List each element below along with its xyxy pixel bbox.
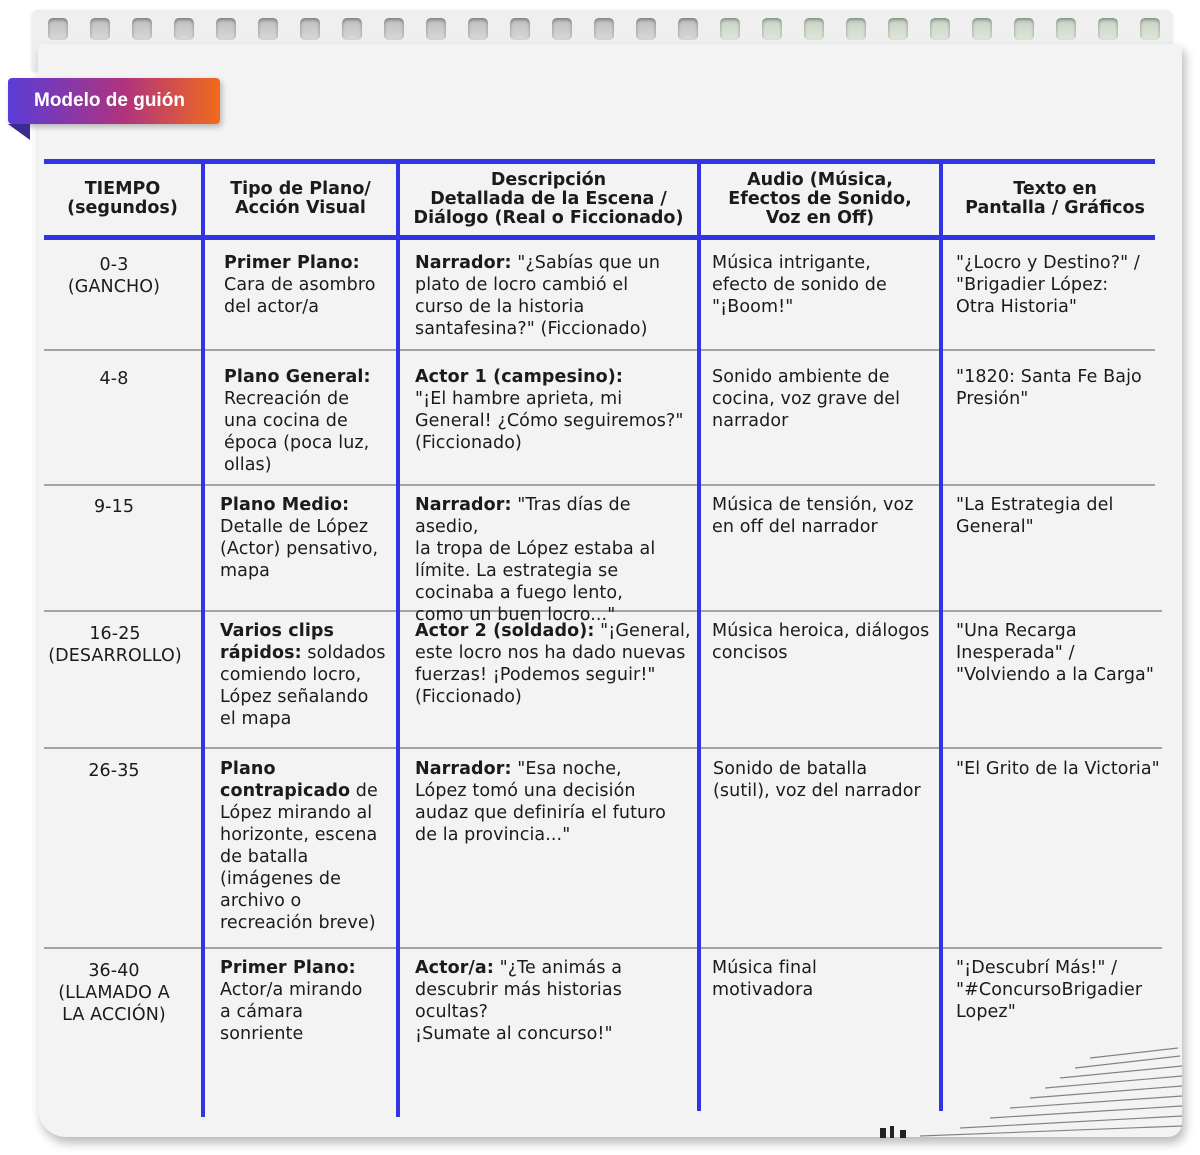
shot-cell bbox=[224, 252, 396, 318]
spiral-hole bbox=[888, 18, 908, 40]
spiral-hole bbox=[132, 18, 152, 40]
spiral-hole bbox=[1056, 18, 1076, 40]
spiral-hole bbox=[972, 18, 992, 40]
header-audio: Audio (Música, Efectos de Sonido, Voz en Off) bbox=[728, 169, 912, 228]
time-cell: 0-3 (GANCHO) bbox=[67, 255, 161, 297]
spiral-hole bbox=[804, 18, 824, 40]
spiral-hole bbox=[90, 18, 110, 40]
spiral-hole bbox=[1098, 18, 1118, 40]
shot-detail: de López mirando al horizonte, escena de batalla (imágenes de archivo o recreación breve) bbox=[220, 781, 378, 933]
spiral-hole bbox=[174, 18, 194, 40]
spiral-hole bbox=[930, 18, 950, 40]
time-cell: 26-35 bbox=[88, 761, 140, 781]
shot-title: Plano Medio: bbox=[220, 495, 350, 515]
shot-cell bbox=[224, 366, 396, 476]
shot-detail: Detalle de López (Actor) pensativo, mapa bbox=[220, 517, 379, 581]
header-time: TIEMPO (segundos) bbox=[67, 179, 178, 218]
shot-title: Primer Plano: bbox=[224, 253, 360, 273]
time-cell: 36-40 (LLAMADO A LA ACCIÓN) bbox=[58, 961, 170, 1025]
spiral-hole bbox=[342, 18, 362, 40]
row-divider bbox=[44, 484, 1155, 486]
script-model-badge: Modelo de guión bbox=[8, 78, 220, 124]
screen-text-cell: "La Estrategia del General" bbox=[956, 495, 1114, 537]
screen-text-cell: "1820: Santa Fe Bajo Presión" bbox=[956, 367, 1142, 409]
spiral-hole bbox=[594, 18, 614, 40]
spiral-hole bbox=[468, 18, 488, 40]
description-cell bbox=[415, 620, 697, 708]
time-cell: 4-8 bbox=[99, 369, 129, 389]
screen-text-cell: "El Grito de la Victoria" bbox=[956, 759, 1160, 779]
audio-cell: Música heroica, diálogos concisos bbox=[712, 621, 930, 663]
shot-title: Plano General: bbox=[224, 367, 371, 387]
dialogue: "¿Sabías que un plato de locro cambió el curso de la historia santafesina?" (Ficcionado) bbox=[415, 253, 661, 339]
description-cell bbox=[415, 957, 697, 1045]
spiral-hole bbox=[300, 18, 320, 40]
description-cell bbox=[415, 494, 697, 626]
spiral-hole bbox=[1014, 18, 1034, 40]
dialogue: "Esa noche, López tomó una decisión audaz que definiría el futuro de la provincia..." bbox=[415, 759, 666, 845]
spiral-hole bbox=[384, 18, 404, 40]
newspaper-scrap-decoration bbox=[860, 1040, 1190, 1140]
spiral-hole bbox=[426, 18, 446, 40]
shot-detail: soldados comiendo locro, López señalando el mapa bbox=[220, 643, 386, 729]
spiral-hole bbox=[552, 18, 572, 40]
audio-cell: Sonido de batalla (sutil), voz del narrador bbox=[713, 759, 921, 801]
speaker: Actor/a: bbox=[415, 958, 494, 978]
shot-detail: Actor/a mirando a cámara sonriente bbox=[220, 980, 363, 1044]
spiral-hole bbox=[510, 18, 530, 40]
speaker: Narrador: bbox=[415, 253, 512, 273]
column-divider bbox=[939, 159, 943, 1111]
screen-text-cell: "Una Recarga Inesperada" / "Volviendo a la Carga" bbox=[956, 621, 1155, 685]
column-divider bbox=[697, 159, 701, 1111]
audio-cell: Música de tensión, voz en off del narrador bbox=[712, 495, 914, 537]
header-shot-type: Tipo de Plano/ Acción Visual bbox=[230, 179, 371, 218]
dialogue: "¿Te animás a descubrir más historias ocultas? ¡Sumate al concurso!" bbox=[415, 958, 623, 1044]
audio-cell: Sonido ambiente de cocina, voz grave del narrador bbox=[712, 367, 901, 431]
shot-cell bbox=[220, 957, 396, 1045]
column-divider bbox=[201, 159, 205, 1117]
shot-detail: Cara de asombro del actor/a bbox=[224, 275, 376, 317]
speaker: Narrador: bbox=[415, 495, 512, 515]
shot-title: Varios clips rápidos: bbox=[220, 621, 335, 663]
header-screen-text: Texto en Pantalla / Gráficos bbox=[965, 179, 1145, 218]
screen-text-cell: "¡Descubrí Más!" / "#ConcursoBrigadier Lopez" bbox=[956, 958, 1143, 1022]
spiral-hole bbox=[216, 18, 236, 40]
shot-title: Plano contrapicado bbox=[220, 759, 351, 801]
spiral-hole bbox=[720, 18, 740, 40]
header-description: Descripción Detallada de la Escena / Diálogo (Real o Ficcionado) bbox=[413, 169, 684, 228]
description-cell bbox=[415, 252, 697, 340]
audio-cell: Música intrigante, efecto de sonido de "¡Boom!" bbox=[712, 253, 887, 317]
spiral-hole bbox=[762, 18, 782, 40]
row-divider bbox=[44, 947, 1162, 949]
column-divider bbox=[396, 159, 400, 1117]
shot-title: Primer Plano: bbox=[220, 958, 356, 978]
dialogue: "Tras días de asedio, la tropa de López estaba al límite. La estrategia se cocinaba a fuego lento, como un buen locro..." bbox=[415, 495, 656, 625]
time-cell: 9-15 bbox=[93, 497, 135, 517]
speaker: Narrador: bbox=[415, 759, 512, 779]
spiral-hole bbox=[48, 18, 68, 40]
spiral-hole bbox=[258, 18, 278, 40]
spiral-hole bbox=[1140, 18, 1160, 40]
spiral-hole bbox=[846, 18, 866, 40]
screen-text-cell: "¿Locro y Destino?" / "Brigadier López: Otra Historia" bbox=[956, 253, 1140, 317]
audio-cell: Música final motivadora bbox=[712, 958, 817, 1000]
dialogue: "¡General, este locro nos ha dado nuevas fuerzas! ¡Podemos seguir!" (Ficcionado) bbox=[415, 621, 691, 707]
dialogue: "¡El hambre aprieta, mi General! ¿Cómo seguiremos?" (Ficcionado) bbox=[415, 389, 684, 453]
badge-ribbon-fold bbox=[8, 124, 30, 140]
shot-detail: Recreación de una cocina de época (poca luz, ollas) bbox=[224, 389, 370, 475]
row-divider bbox=[44, 349, 1155, 351]
row-divider bbox=[44, 747, 1162, 749]
description-cell bbox=[415, 758, 697, 846]
table-top-border bbox=[44, 159, 1155, 164]
speaker: Actor 1 (campesino): bbox=[415, 367, 624, 387]
shot-cell bbox=[220, 758, 396, 934]
speaker: Actor 2 (soldado): bbox=[415, 621, 595, 641]
shot-cell bbox=[220, 494, 396, 582]
spiral-holes bbox=[48, 18, 1168, 46]
header-bottom-border bbox=[44, 235, 1155, 240]
shot-cell bbox=[220, 620, 396, 730]
spiral-hole bbox=[678, 18, 698, 40]
description-cell bbox=[415, 366, 697, 454]
time-cell: 16-25 (DESARROLLO) bbox=[48, 624, 182, 666]
spiral-hole bbox=[636, 18, 656, 40]
